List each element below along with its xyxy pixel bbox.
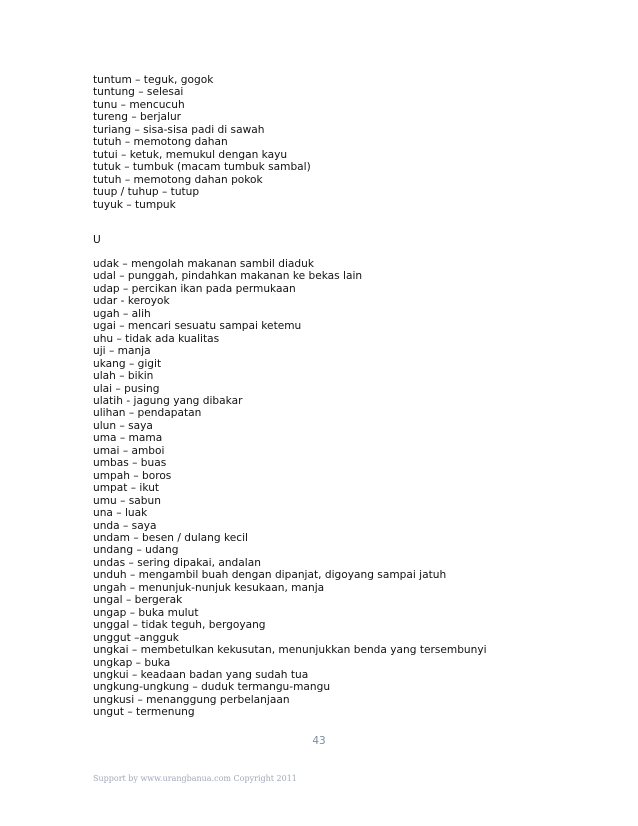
entry: ungap – buka mulut <box>93 606 199 619</box>
entry: tutuh – memotong dahan pokok <box>93 173 263 186</box>
entry: ungkung-ungkung – duduk termangu-mangu <box>93 681 331 694</box>
entry: udak – mengolah makanan sambil diaduk <box>93 258 314 270</box>
entry: ulihan – pendapatan <box>93 407 202 420</box>
entry: ungkap – buka <box>93 656 171 669</box>
entry: ungkai – membetulkan kekusutan, menunjukkan benda yang tersembunyi <box>93 644 487 657</box>
entry: ugai – mencari sesuatu sampai ketemu <box>93 320 302 333</box>
entry: ungal – bergerak <box>93 594 183 607</box>
entry: ungah – menunjuk-nunjuk kesukaan, manja <box>93 581 325 594</box>
entry: unduh – mengambil buah dengan dipanjat, digoyang sampai jatuh <box>93 569 447 582</box>
entry-list-u <box>93 258 487 719</box>
entry: udar - keroyok <box>93 295 170 308</box>
entry: umpat – ikut <box>93 482 160 495</box>
entry: tutuh – memotong dahan <box>93 136 228 149</box>
entry: umu – sabun <box>93 494 161 507</box>
entry: uhu – tidak ada kualitas <box>93 332 220 345</box>
entry: ungkui – keadaan badan yang sudah tua <box>93 668 309 681</box>
entry: umbas – buas <box>93 457 167 470</box>
entry: tunu – mencucuh <box>93 98 185 111</box>
entry: uma – mama <box>93 432 163 445</box>
entry: udap – percikan ikan pada permukaan <box>93 282 296 295</box>
entry: umpah – boros <box>93 469 172 482</box>
entry: udal – punggah, pindahkan makanan ke bekas lain <box>93 270 363 283</box>
entry: uji – manja <box>93 345 151 358</box>
page-number: 43 <box>312 735 326 747</box>
entry: ulatih - jagung yang dibakar <box>93 394 243 407</box>
entry: unggal – tidak teguh, bergoyang <box>93 619 266 632</box>
entry: tuntum – teguk, gogok <box>93 74 214 86</box>
entry: unda – saya <box>93 519 157 532</box>
entry: ukang – gigit <box>93 357 162 370</box>
entry: ugah – alih <box>93 307 151 320</box>
footer-copyright: Support by www.urangbanua.com Copyright 2011 <box>93 774 297 783</box>
entry: tuntung – selesai <box>93 86 184 99</box>
section-heading-u: U <box>93 234 101 246</box>
entry: tureng – berjalur <box>93 111 182 124</box>
entry: ungkusi – menanggung perbelanjaan <box>93 693 290 706</box>
entry: una – luak <box>93 507 148 520</box>
entry: tuup / tuhup – tutup <box>93 186 200 199</box>
entry: tutuk – tumbuk (macam tumbuk sambal) <box>93 161 311 174</box>
entry: ulun – saya <box>93 419 153 432</box>
entry: ulai – pusing <box>93 382 160 395</box>
entry: tuyuk – tumpuk <box>93 198 176 211</box>
entry: turiang – sisa-sisa padi di sawah <box>93 123 265 136</box>
entry: undas – sering dipakai, andalan <box>93 556 261 569</box>
entry: ungut – termenung <box>93 706 195 719</box>
entry-list-t <box>93 74 311 211</box>
entry: ulah – bikin <box>93 370 154 383</box>
entry: undang – udang <box>93 544 179 557</box>
entry: tutui – ketuk, memukul dengan kayu <box>93 148 288 161</box>
entry: unggut –angguk <box>93 631 179 644</box>
entry: umai – amboi <box>93 444 165 457</box>
entry: undam – besen / dulang kecil <box>93 531 248 544</box>
